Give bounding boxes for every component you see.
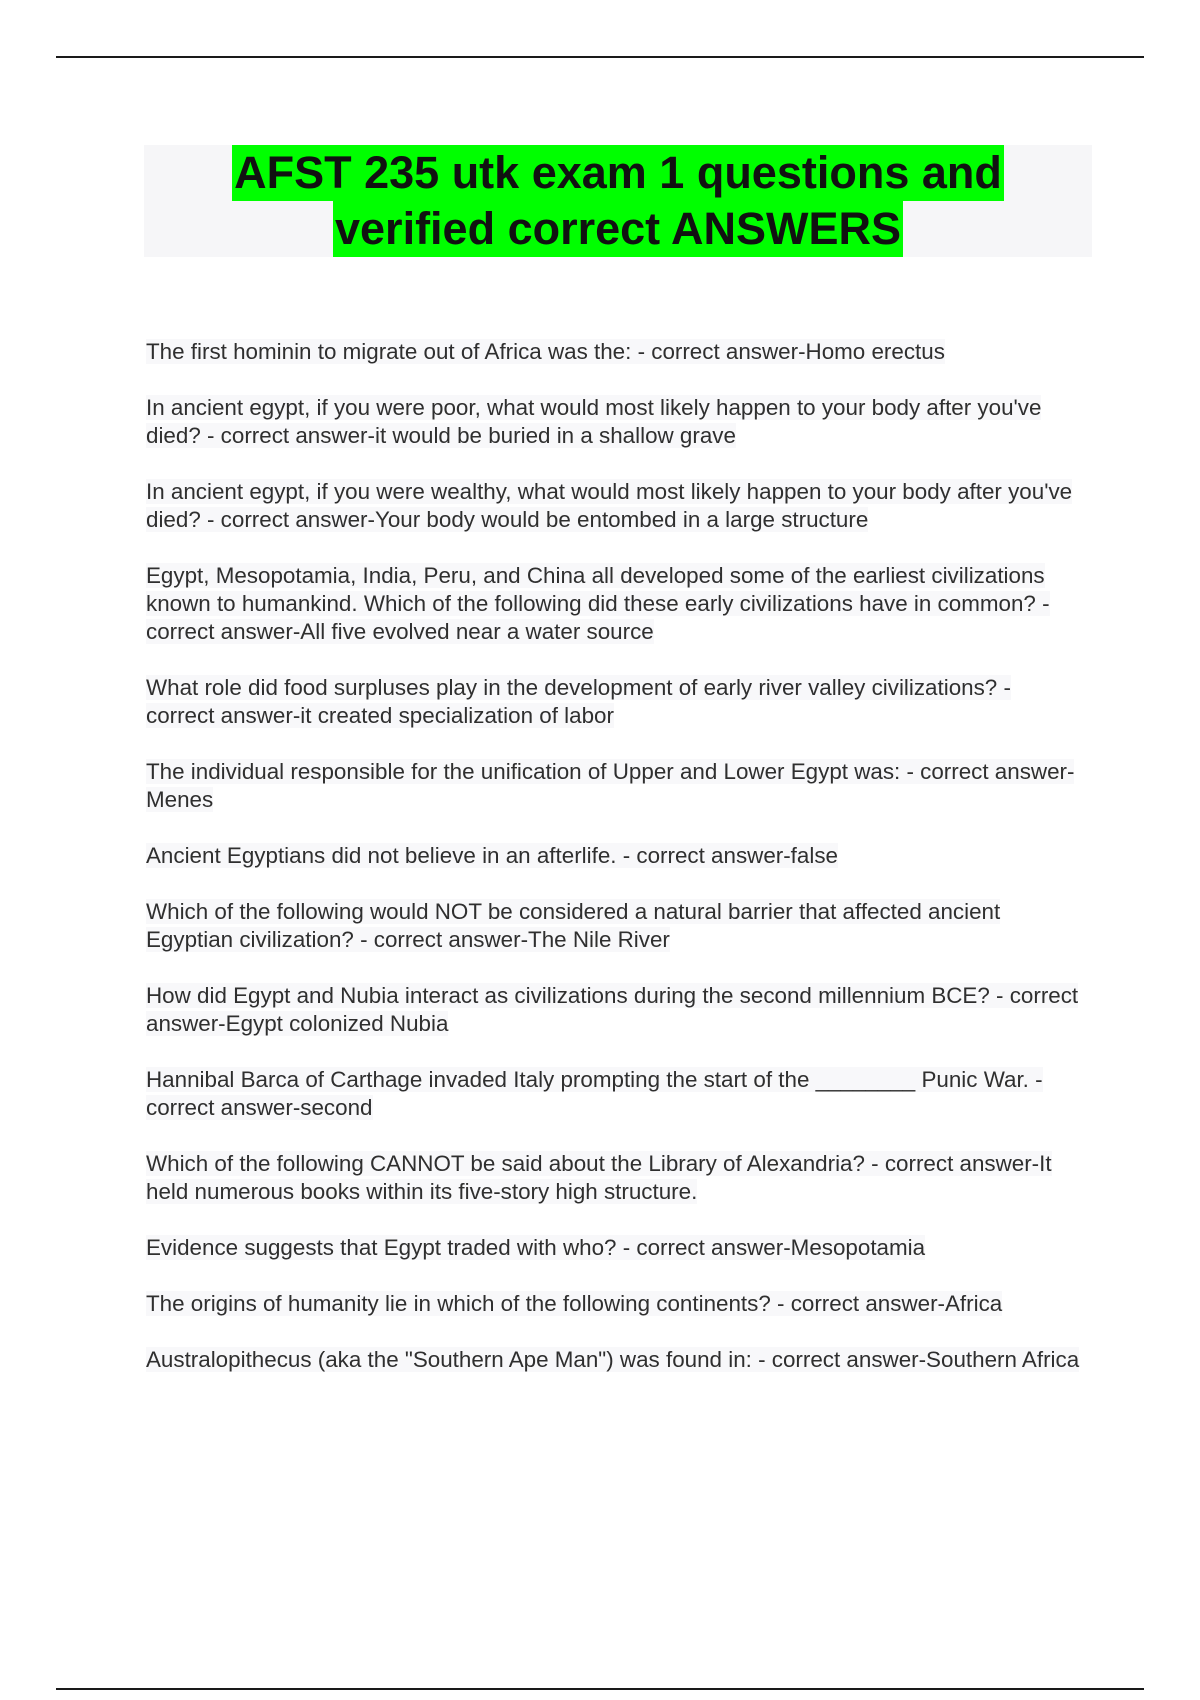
qa-text: What role did food surpluses play in the development of early river valley civilizations? - correct answer-it created specialization of labor bbox=[146, 675, 1011, 728]
question-answer-list bbox=[146, 338, 1094, 1402]
qa-text: Which of the following CANNOT be said about the Library of Alexandria? - correct answer-It held numerous books within its five-story high structure. bbox=[146, 1151, 1052, 1204]
qa-item-3 bbox=[146, 478, 1094, 534]
qa-item-9 bbox=[146, 982, 1094, 1038]
qa-text: Ancient Egyptians did not believe in an afterlife. - correct answer-false bbox=[146, 843, 838, 868]
qa-text: Hannibal Barca of Carthage invaded Italy prompting the start of the ________ Punic War. - correct answer-second bbox=[146, 1067, 1043, 1120]
top-rule bbox=[56, 56, 1144, 58]
qa-item-10 bbox=[146, 1066, 1094, 1122]
qa-text: Which of the following would NOT be considered a natural barrier that affected ancient Egyptian civilization? - correct answer-The Nile River bbox=[146, 899, 1001, 952]
qa-text: In ancient egypt, if you were wealthy, what would most likely happen to your body after you've died? - correct answer-Your body would be entombed in a large structure bbox=[146, 479, 1073, 532]
document-title bbox=[144, 145, 1092, 257]
qa-item-5 bbox=[146, 674, 1094, 730]
qa-text: Egypt, Mesopotamia, India, Peru, and China all developed some of the earliest civilizations known to humankind. Which of the following did these early civilizations have in common? - correct answer-All five evolved near a water source bbox=[146, 563, 1050, 644]
title-line-1: AFST 235 utk exam 1 questions and bbox=[232, 145, 1004, 201]
qa-item-12 bbox=[146, 1234, 1094, 1262]
bottom-rule bbox=[56, 1688, 1144, 1690]
qa-item-2 bbox=[146, 394, 1094, 450]
qa-text: In ancient egypt, if you were poor, what would most likely happen to your body after you've died? - correct answer-it would be buried in a shallow grave bbox=[146, 395, 1042, 448]
qa-item-8 bbox=[146, 898, 1094, 954]
title-line-2: verified correct ANSWERS bbox=[333, 201, 903, 257]
qa-text: How did Egypt and Nubia interact as civilizations during the second millennium BCE? - correct answer-Egypt colonized Nubia bbox=[146, 983, 1079, 1036]
qa-text: The first hominin to migrate out of Africa was the: - correct answer-Homo erectus bbox=[146, 339, 945, 364]
qa-item-13 bbox=[146, 1290, 1094, 1318]
qa-text: Evidence suggests that Egypt traded with who? - correct answer-Mesopotamia bbox=[146, 1235, 926, 1260]
qa-item-11 bbox=[146, 1150, 1094, 1206]
qa-item-6 bbox=[146, 758, 1094, 814]
qa-item-1 bbox=[146, 338, 1094, 366]
qa-text: The origins of humanity lie in which of the following continents? - correct answer-Africa bbox=[146, 1291, 1003, 1316]
qa-item-4 bbox=[146, 562, 1094, 646]
qa-text: The individual responsible for the unification of Upper and Lower Egypt was: - correct answer-Menes bbox=[146, 759, 1075, 812]
qa-item-7 bbox=[146, 842, 1094, 870]
qa-item-14 bbox=[146, 1346, 1094, 1374]
qa-text: Australopithecus (aka the "Southern Ape Man") was found in: - correct answer-Southern Africa bbox=[146, 1347, 1080, 1372]
